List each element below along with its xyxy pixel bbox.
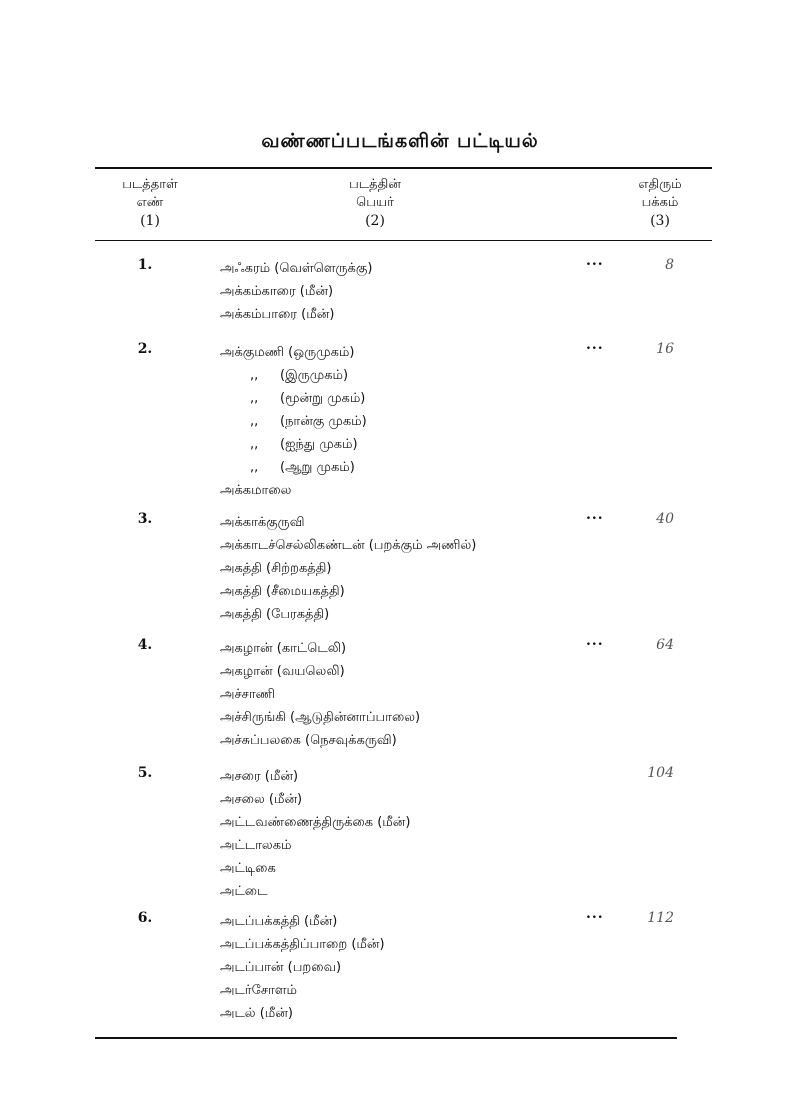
- list-item: அக்கம்காரை (மீன்): [220, 284, 334, 299]
- item-label: (நான்கு முகம்): [280, 414, 367, 429]
- list-item: [220, 433, 367, 456]
- page-title: வண்ணப்படங்களின் பட்டியல்: [261, 130, 539, 152]
- plate-number: 1.: [137, 257, 153, 273]
- header-number: (3): [650, 213, 670, 229]
- list-item: அகத்தி (பேரகத்தி): [220, 607, 330, 622]
- header-line: படத்தாள்: [122, 177, 178, 192]
- leader-dots: ...: [586, 337, 604, 353]
- list-item: அட்டிகை: [220, 861, 276, 876]
- list-item: அச்சாணி: [220, 687, 275, 702]
- item-list: [220, 257, 372, 326]
- list-item: அடப்பக்கத்தி (மீன்): [220, 914, 338, 929]
- item-list: [220, 341, 367, 502]
- list-item: அக்கமாலை: [220, 483, 292, 498]
- top-rule: [95, 167, 712, 169]
- header-line: எண்: [136, 195, 164, 210]
- facing-page-number: 112: [647, 910, 674, 926]
- list-item: அகழான் (வயலெலி): [220, 664, 345, 679]
- list-item: அசரை (மீன்): [220, 769, 299, 784]
- item-list: [220, 765, 410, 903]
- list-item: அக்காடச்செல்லிகண்டன் (பறக்கும் அணில்): [220, 538, 477, 553]
- plate-number: 5.: [137, 765, 153, 781]
- plate-number: 4.: [137, 637, 153, 653]
- item-list: [220, 910, 385, 1025]
- facing-page-number: 104: [647, 765, 674, 781]
- header-rule: [95, 240, 712, 241]
- header-line: பெயர்: [356, 195, 394, 210]
- plate-number: 3.: [137, 511, 153, 527]
- column-header-picture-name: [320, 176, 430, 230]
- ditto-mark: ,,: [250, 391, 259, 406]
- bottom-rule: [95, 1037, 677, 1039]
- list-item: அகத்தி (சிற்றகத்தி): [220, 561, 332, 576]
- list-item: அடப்பக்கத்திப்பாறை (மீன்): [220, 937, 385, 952]
- ditto-mark: ,,: [250, 414, 259, 429]
- facing-page-number: 8: [665, 257, 674, 273]
- list-item: அக்கம்பாரை (மீன்): [220, 307, 335, 322]
- item-list: [220, 511, 476, 626]
- plate-number: 2.: [137, 341, 153, 357]
- list-item: அச்சுப்பலகை (நெசவுக்கருவி): [220, 733, 397, 748]
- list-item: [220, 364, 367, 387]
- list-item: அசலை (மீன்): [220, 792, 303, 807]
- list-item: [220, 456, 367, 479]
- header-number: (2): [365, 213, 385, 229]
- list-item: அட்டவண்ணைத்திருக்கை (மீன்): [220, 815, 411, 830]
- ditto-mark: ,,: [250, 437, 259, 452]
- header-number: (1): [140, 213, 160, 229]
- list-item: அச்சிருங்கி (ஆடுதின்னாப்பாலை): [220, 710, 421, 725]
- list-item: அட்டாலகம்: [220, 838, 292, 853]
- list-item: அட்டை: [220, 884, 268, 899]
- ditto-mark: ,,: [250, 368, 259, 383]
- column-header-plate-number: [110, 176, 190, 230]
- ditto-mark: ,,: [250, 460, 259, 475]
- list-item: அடப்பான் (பறவை): [220, 960, 342, 975]
- facing-page-number: 16: [656, 341, 674, 357]
- facing-page-number: 40: [656, 511, 674, 527]
- list-item: அகத்தி (சீமையகத்தி): [220, 584, 345, 599]
- list-item: அடல் (மீன்): [220, 1006, 293, 1021]
- plate-number: 6.: [137, 910, 153, 926]
- list-item: அஃகரம் (வெள்ளெருக்கு): [220, 261, 373, 276]
- header-line: எதிரும்: [638, 177, 682, 192]
- leader-dots: ...: [586, 906, 604, 922]
- list-item: அகழான் (காட்டெலி): [220, 641, 347, 656]
- header-line: படத்தின்: [349, 177, 401, 192]
- column-header-facing-page: [620, 176, 700, 230]
- list-item: அக்குமணி (ஒருமுகம்): [220, 345, 355, 360]
- item-label: (ஆறு முகம்): [280, 460, 355, 475]
- list-item: அக்காக்குருவி: [220, 515, 305, 530]
- facing-page-number: 64: [656, 637, 674, 653]
- header-line: பக்கம்: [641, 195, 679, 210]
- leader-dots: ...: [586, 507, 604, 523]
- list-item: [220, 387, 367, 410]
- item-label: (மூன்று முகம்): [280, 391, 366, 406]
- list-item: அடர்சோளம்: [220, 983, 297, 998]
- item-label: (ஐந்து முகம்): [280, 437, 358, 452]
- leader-dots: ...: [586, 253, 604, 269]
- list-item: [220, 410, 367, 433]
- item-label: (இருமுகம்): [280, 368, 349, 383]
- item-list: [220, 637, 420, 752]
- leader-dots: ...: [586, 633, 604, 649]
